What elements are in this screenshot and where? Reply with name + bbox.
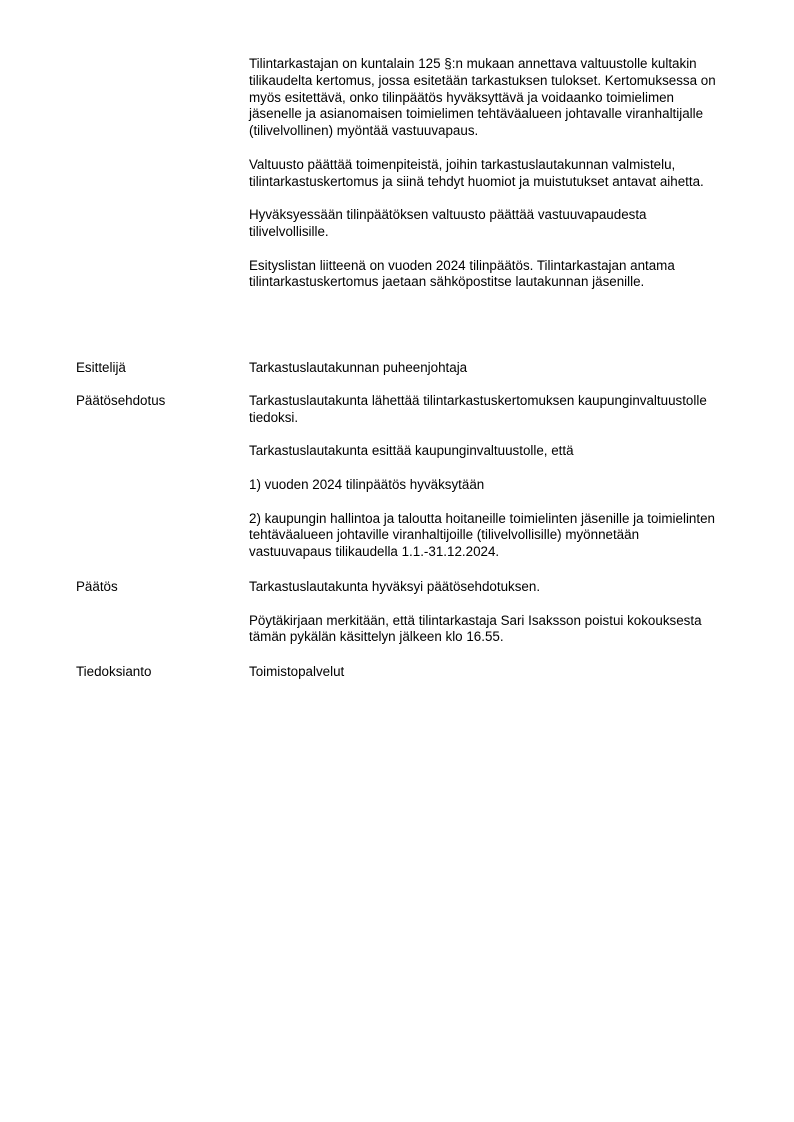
intro-section xyxy=(249,56,721,291)
intro-paragraph: Esityslistan liitteenä on vuoden 2024 tilinpäätös. Tilintarkastajan antama tilintarkastuskertomus jaetaan sähköpostitse lautakunnan jäsenille. xyxy=(249,257,675,290)
paatosehdotus-paragraph: 1) vuoden 2024 tilinpäätös hyväksytään xyxy=(249,476,485,492)
intro-paragraph: Hyväksyessään tilinpäätöksen valtuusto päättää vastuuvapaudesta tilivelvollisille. xyxy=(249,207,647,239)
esittelija-label: Esittelijä xyxy=(76,360,126,375)
paatos-paragraph: Tarkastuslautakunta hyväksyi päätösehdotuksen. xyxy=(249,579,541,594)
paatos-paragraph: Pöytäkirjaan merkitään, että tilintarkastaja Sari Isaksson poistui kokouksesta tämän pykälän käsittelyn jälkeen klo 16.55. xyxy=(249,612,702,645)
esittelija-text: Tarkastuslautakunnan puheenjohtaja xyxy=(249,360,468,375)
intro-paragraph: Tilintarkastajan on kuntalain 125 §:n mukaan annettava valtuustolle kultakin tilikaudelta kertomus, jossa esitetään tarkastuksen tulokset. Kertomuksessa on myös esitettävä, onko tilinpäätös hyväksyttävä ja voidaanko toimielimen jäsenelle ja asianomaisen toimielimen tehtäväalueen johtavalle viranhaltijalle (tilivelvollinen) myöntää vastuuvapaus. xyxy=(249,56,716,139)
intro-paragraph: Valtuusto päättää toimenpiteistä, joihin tarkastuslautakunnan valmistelu, tilintarkastuskertomus ja siinä tehdyt huomiot ja muistutukset antavat aihetta. xyxy=(249,156,704,189)
tiedoksianto-text: Toimistopalvelut xyxy=(249,664,345,679)
paatosehdotus-paragraph: Tarkastuslautakunta lähettää tilintarkastuskertomuksen kaupunginvaltuustolle tiedoksi. xyxy=(249,393,707,425)
tiedoksianto-content xyxy=(249,664,721,681)
paatos-content xyxy=(249,579,721,646)
paatosehdotus-content xyxy=(249,393,721,561)
paatos-label: Päätös xyxy=(76,579,118,594)
paatosehdotus-paragraph: 2) kaupungin hallintoa ja taloutta hoitaneille toimielinten jäsenille ja toimielinten tehtäväalueen johtaville viranhaltijoille (tilivelvollisille) myönnetään vastuuvapaus tilikaudella 1.1.-31.12.2024. xyxy=(249,510,715,560)
tiedoksianto-label: Tiedoksianto xyxy=(76,664,152,679)
esittelija-content xyxy=(249,360,721,377)
paatosehdotus-paragraph: Tarkastuslautakunta esittää kaupunginvaltuustolle, että xyxy=(249,443,574,459)
paatosehdotus-label: Päätösehdotus xyxy=(76,393,166,408)
